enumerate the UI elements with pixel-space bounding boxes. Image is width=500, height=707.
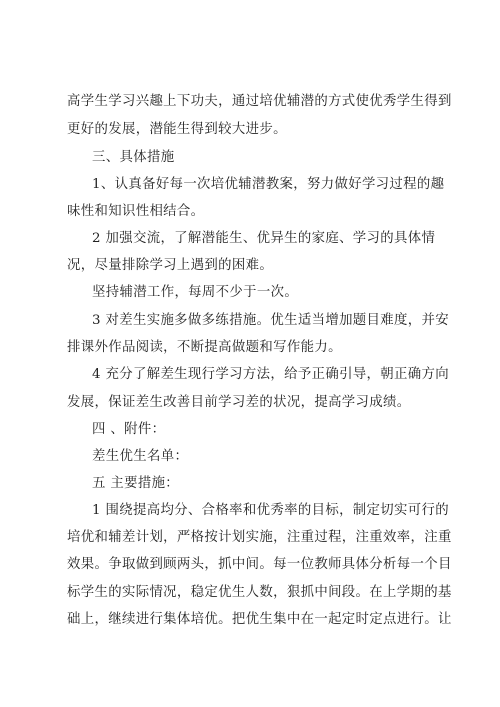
paragraph-line: 更好的发展，潜能生得到较大进步。	[67, 122, 287, 137]
paragraph-line: 况，尽量排除学习上遇到的困难。	[67, 258, 274, 273]
paragraph-line: 4 充分了解差生现行学习方法，给予正确引导，朝正确方向	[92, 367, 449, 382]
paragraph-line: 差生优生名单：	[92, 449, 189, 464]
paragraph-line: 标学生的实际情况，稳定优生人数，狠抓中间段。在上学期的基	[67, 585, 452, 600]
paragraph-line: 高学生学习兴趣上下功夫，通过培优辅潜的方式使优秀学生得到	[67, 94, 452, 109]
paragraph-line: 培优和辅差计划，严格按计划实施，注重过程，注重效率，注重	[67, 530, 452, 545]
paragraph-line: 2 加强交流，了解潜能生、优异生的家庭、学习的具体情	[92, 231, 436, 246]
paragraph-line: 1、认真备好每一次培优辅潜教案，努力做好学习过程的趣	[92, 177, 445, 192]
paragraph-line: 1 围绕提高均分、合格率和优秀率的目标，制定切实可行的	[92, 503, 449, 518]
paragraph-line: 3 对差生实施多做多练措施。优生适当增加题目难度，并安	[92, 313, 449, 328]
paragraph-line: 发展，保证差生改善目前学习差的状况，提高学习成绩。	[67, 395, 411, 410]
paragraph-line: 效果。争取做到顾两头，抓中间。每一位教师具体分析每一个目	[67, 557, 452, 572]
paragraph-line: 础上，继续进行集体培优。把优生集中在一起定时定点进行。让	[67, 612, 452, 627]
paragraph-line: 味性和知识性相结合。	[67, 204, 205, 219]
section-heading: 三、具体措施	[92, 150, 175, 165]
section-heading: 四 、附件：	[92, 422, 166, 437]
section-heading: 五 主要措施：	[92, 476, 180, 491]
paragraph-line: 排课外作品阅读，不断提高做题和写作能力。	[67, 340, 342, 355]
paragraph-line: 坚持辅潜工作，每周不少于一次。	[92, 285, 299, 300]
